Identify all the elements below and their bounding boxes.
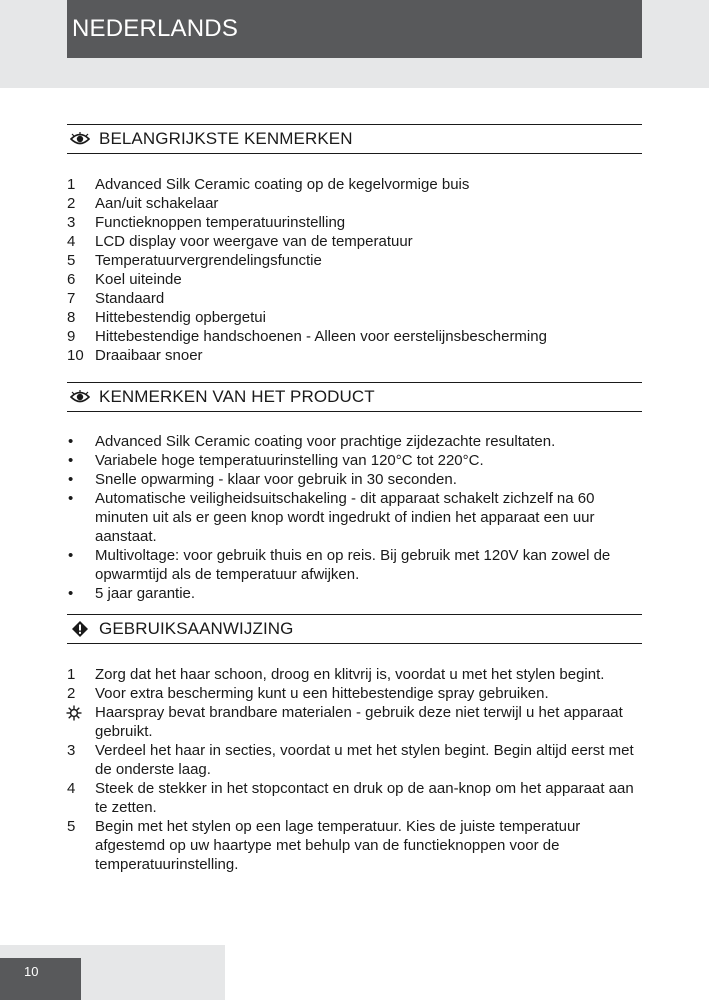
list-item: • Automatische veiligheidsuitschakeling - dit apparaat schakelt zichzelf na 60 minuten uit als er geen knop wordt ingedrukt of indien het apparaat een uur aanstaat.	[68, 490, 595, 545]
list-item: • Snelle opwarming - klaar voor gebruik in 30 seconden.	[68, 471, 457, 488]
list-item: 7 Standaard	[67, 290, 165, 307]
section-heading-product-features	[67, 382, 642, 412]
eye-icon	[69, 389, 91, 405]
list-item: • 5 jaar garantie.	[68, 585, 196, 602]
language-title: NEDERLANDS	[67, 0, 642, 58]
list-item: • Variabele hoge temperatuurinstelling van 120°C tot 220°C.	[68, 452, 484, 469]
list-item: 10 Draaibaar snoer	[67, 347, 203, 364]
list-item: 4 LCD display voor weergave van de temperatuur	[67, 233, 413, 250]
list-item: 3 Verdeel het haar in secties, voordat u met het stylen begint. Begin altijd eerst met de onderste laag.	[67, 742, 634, 778]
list-item: 5 Temperatuurvergrendelingsfunctie	[67, 252, 322, 269]
list-item: Haarspray bevat brandbare materialen - gebruik deze niet terwijl u het apparaat gebruikt.	[67, 703, 647, 741]
list-item: 4 Steek de stekker in het stopcontact en druk op de aan-knop om het apparaat aan te zetten.	[67, 780, 634, 816]
eye-icon	[69, 131, 91, 147]
section-title: KENMERKEN VAN HET PRODUCT	[99, 387, 375, 406]
instructions-list	[67, 665, 647, 874]
product-features-list	[67, 432, 647, 603]
list-item: 6 Koel uiteinde	[67, 271, 182, 288]
section-heading-main-features	[67, 124, 642, 154]
section-title: BELANGRIJKSTE KENMERKEN	[99, 129, 353, 148]
list-item: 9 Hittebestendige handschoenen - Alleen voor eerstelijnsbescherming	[67, 328, 547, 345]
list-item: 8 Hittebestendig opbergetui	[67, 309, 266, 326]
list-item: 1 Zorg dat het haar schoon, droog en klitvrij is, voordat u met het stylen begint.	[67, 666, 605, 683]
list-item: • Advanced Silk Ceramic coating voor prachtige zijdezachte resultaten.	[68, 433, 556, 450]
flammable-burst-icon	[66, 705, 82, 726]
main-features-list	[67, 175, 647, 365]
list-item: 1 Advanced Silk Ceramic coating op de kegelvormige buis	[67, 176, 470, 193]
list-item: 2 Aan/uit schakelaar	[67, 195, 219, 212]
list-item: 5 Begin met het stylen op een lage temperatuur. Kies de juiste temperatuur afgestemd op uw haartype met behulp van de functieknoppen voor de temperatuurinstelling.	[67, 818, 581, 873]
warning-diamond-icon	[69, 621, 91, 637]
section-title: GEBRUIKSAANWIJZING	[99, 619, 294, 638]
section-heading-instructions	[67, 614, 642, 644]
list-item: • Multivoltage: voor gebruik thuis en op reis. Bij gebruik met 120V kan zowel de opwarmtijd als de temperatuur afwijken.	[68, 547, 611, 583]
page-number: 10	[0, 958, 81, 1000]
list-item: 2 Voor extra bescherming kunt u een hittebestendige spray gebruiken.	[67, 685, 549, 702]
list-item: 3 Functieknoppen temperatuurinstelling	[67, 214, 346, 231]
